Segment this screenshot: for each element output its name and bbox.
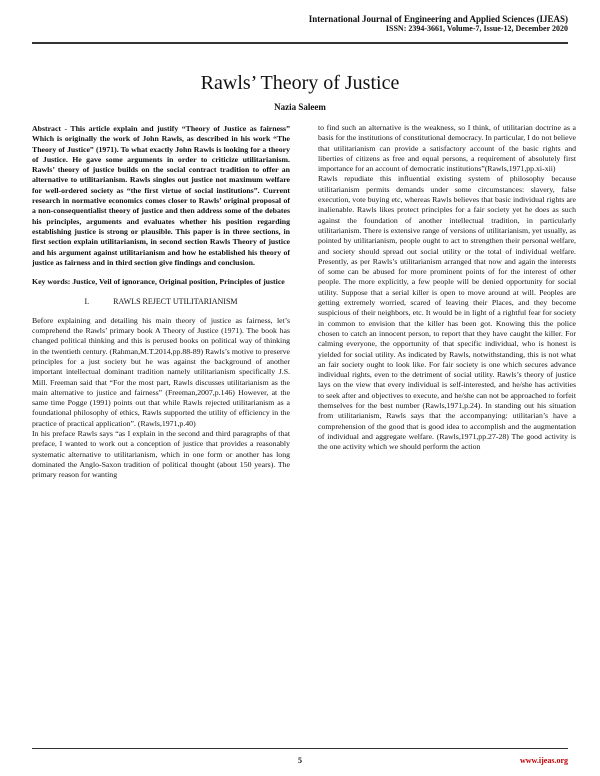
website-link[interactable]: www.ijeas.org bbox=[520, 756, 568, 765]
page-number: 5 bbox=[298, 756, 302, 765]
journal-header bbox=[309, 14, 568, 34]
section-number: I. bbox=[84, 297, 90, 307]
right-column bbox=[318, 123, 576, 453]
header-divider bbox=[32, 42, 568, 44]
section-heading bbox=[32, 297, 290, 307]
footer-divider bbox=[32, 748, 568, 749]
journal-name: International Journal of Engineering and Applied Sciences (IJEAS) bbox=[308, 14, 568, 24]
body-paragraph: to find such an alternative is the weakness, so I think, of utilitarian doctrine as a basis for the institutions of constitutional democracy. In particular, I do not believe that utilitarianism can provide a satisfactory account of the basic rights and liberties of citizens as free and equal persons, a requirement of absolutely first importance for an account of democratic institutions”(Rawls,1971,pp.xi-xii) bbox=[318, 123, 576, 174]
keywords: Key words: Justice, Veil of ignorance, Original position, Principles of justice bbox=[32, 277, 285, 287]
body-paragraph: Rawls repudiate this influential existing system of philosophy because utilitarianism permits demands under some circumstances: slavery, false execution, vote buying etc, whereas Rawls believes that basic individual rights are inalienable. Rawls likes protect principles for a fair society yet he does as such against the foundation of another intellectual tradition, in particularly utilitarianism. There is extensive range of versions of utilitarianism, yet usually, as pointed by utilitarianism, people ought to act to strengthen their personal welfare, and society should spread out social utility or the total of individual welfare. Presently, as per Rawls’s utilitarianism arranged that now and again the interests of some can be abused for more prominent points of for the interest of other people. The more explicitly, a few people will be denied opportunity for social utility. Suppose that a serial killer is open to move around at will. Peoples are getting extremely worried, scared of leaving their Places, and they become suspicious of their neighbors, etc. It would be in light of a rightful fear for society in common to envision that the killer has been got. Knowing this the police chosen to catch an innocent person, to report that they have caught the killer. For calming everyone, the opportunity of that specific individual, who is honest is yielded for social utility. As indicated by Rawls, notwithstanding, this is not what an fair society ought to look like. For fair society is one which secures advance individual rights, even to the detriment of social utility. Rawls’s theory of justice lays on the view that every individual is self-interested, and he/she has activities to seek after and objectives to execute, and he/she can not be approached to forfeit themselves for the best number (Rawls,1971,p.24). In standing out his situation from utilitarianism, Rawls says that the accompanying: utilitarian’s have a comprehension of the good that is good idea to accomplish and the augmentation of individual and aggregate welfare. (Rawls,1971,pp.27-28) The good activity is the one activity which we should perform the action bbox=[318, 174, 576, 452]
paper-title: Rawls’ Theory of Justice bbox=[200, 72, 400, 94]
body-paragraph: In his preface Rawls says “as I explain in the second and third paragraphs of that preface, I wanted to work out a conception of justice that provides a reasonably systematic alternative to utilitarianism, which in one form or another has long dominated the Anglo-Saxon tradition of political thought (about 150 years). The primary reason for wanting bbox=[32, 429, 290, 480]
section-title: RAWLS REJECT UTILITARIANISM bbox=[113, 297, 238, 307]
left-column bbox=[32, 124, 290, 481]
author-name: Nazia Saleem bbox=[274, 102, 326, 112]
abstract: Abstract - This article explain and justify “Theory of Justice as fairness” Which is originally the work of John Rawls, as described in his work “The Theory of Justice” (1971). To what exactly John Rawls is looking for a theory of Justice. He gave some arguments in order to criticize utilitarianism. Rawls’ theory of justice builds on the social contract tradition to offer an alternative to utilitarianism. Rawls singles out justice not maximum welfare for well-ordered society as “the first virtue of social institutions”. Current research in normative economics comes closer to Rawls’ original proposal of a non-consequentialist theory of justice and then address some of the debates his principles, arguments and evaluates whether his position regarding establishing justice is strong or plausible. This paper is in three sections, in first section explain utilitarianism, in second section Rawls Theory of justice and his argument against utilitarianism and how he established his theory of justice as fairness and in third section give findings and conclusion. bbox=[32, 124, 290, 267]
body-paragraph: Before explaining and detailing his main theory of justice as fairness, let’s comprehend the Rawls’ primary book A Theory of Justice (1971). The book has changed political thinking and this is perused books on political way of thinking in the twentieth century. (Rahman,M.T.2014,pp.88-89) Rawls’s motive to preserve principles for a just society but he was against the background of another important intellectual dominant tradition namely utilitarianism specifically J.S. Mill. Freeman said that “For the most part, Rawls discusses utilitarianism as the main alternative to justice and fairness” (Freeman,2007,p.146) However, at the same time Pogge (1991) points out that while Rawls rejected utilitarianism as a foundational philosophy of ethics, Rawls supported the utility of efficiency in the practice of practical application”. (Rawls,1971,p.40) bbox=[32, 315, 290, 428]
issn-line: ISSN: 2394-3661, Volume-7, Issue-12, December 2020 bbox=[385, 24, 568, 33]
